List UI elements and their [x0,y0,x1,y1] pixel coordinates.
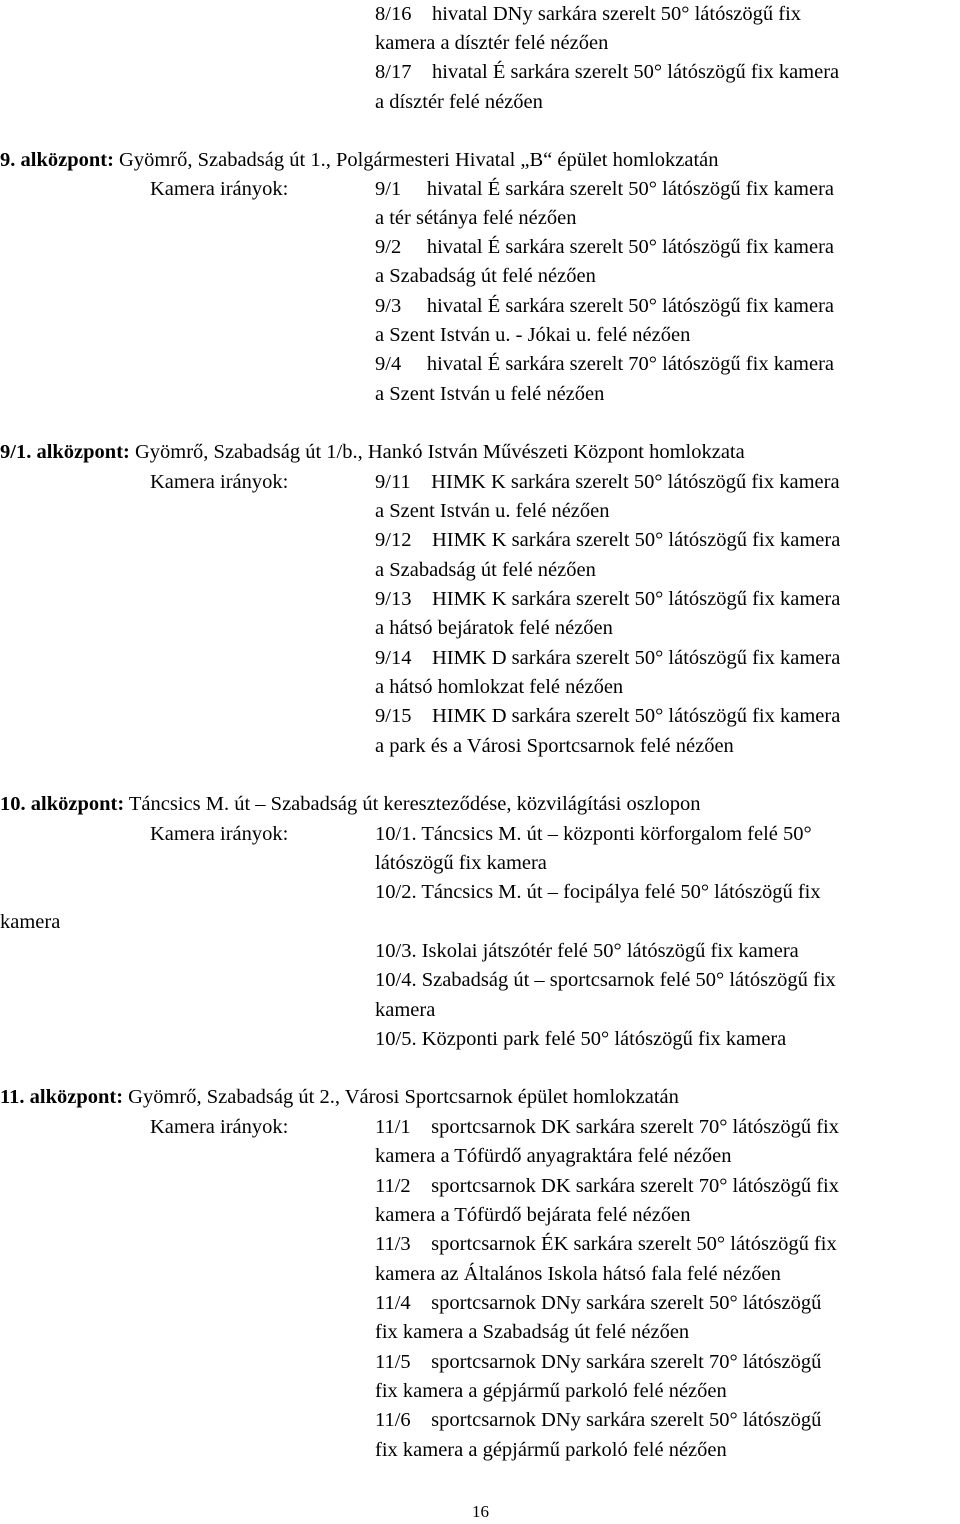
entry-10-4 [375,966,836,995]
entry-11-5-cont [375,1377,727,1406]
entry-9-14 [375,644,840,673]
entry-8-17 [375,58,839,87]
entry-9-15 [375,702,840,731]
entry-11-6 [375,1406,821,1435]
entry-10-1-cont [375,849,547,878]
entry-10-5 [375,1025,786,1054]
section-11-label [150,1113,288,1142]
entry-11-2-cont-text: kamera a Tófürdő bejárata felé nézően [375,1204,691,1226]
entry-9-14-cont [375,673,623,702]
entry-10-2-cont [0,908,60,937]
section-9-label-text: Kamera irányok: [150,178,289,200]
section-11-heading-text: Gyömrő, Szabadság út 2., Városi Sportcsarnok épület homlokzatán [123,1086,679,1108]
entry-11-6-cont-text: fix kamera a gépjármű parkoló felé nézően [375,1439,727,1461]
entry-10-1-text: 10/1. Táncsics M. út – központi körforgalom felé 50° [375,823,812,845]
entry-9-12-cont-text: a Szabadság út felé nézően [375,559,596,581]
page-number: 16 [472,1502,489,1521]
entry-10-1 [375,820,812,849]
entry-9-12-text: 9/12 HIMK K sarkára szerelt 50° látószögű fix kamera [375,529,841,551]
entry-9-13-cont-text: a hátsó bejáratok felé nézően [375,617,613,639]
entry-9-12-cont [375,556,596,585]
entry-9-2 [375,233,834,262]
entry-10-2-text: 10/2. Táncsics M. út – focipálya felé 50° látószögű fix [375,881,821,903]
section-9-heading-text: Gyömrő, Szabadság út 1., Polgármesteri Hivatal „B“ épület homlokzatán [113,149,719,171]
entry-9-4-text: 9/4 hivatal É sarkára szerelt 70° látószögű fix kamera [375,353,835,375]
section-9-label [150,175,288,204]
entry-10-5-text: 10/5. Központi park felé 50° látószögű fix kamera [375,1028,787,1050]
entry-10-4-cont-text: kamera [375,999,436,1021]
entry-9-1 [375,175,834,204]
entry-9-1-cont [375,204,576,233]
section-10-label [150,820,288,849]
entry-9-15-text: 9/15 HIMK D sarkára szerelt 50° látószögű fix kamera [375,705,841,727]
section-10-heading-bold: 10. alközpont: [0,793,125,815]
entry-9-4-cont-text: a Szent István u felé nézően [375,383,605,405]
entry-9-2-cont [375,262,596,291]
entry-9-2-text: 9/2 hivatal É sarkára szerelt 50° látószögű fix kamera [375,236,835,258]
entry-9-3-cont-text: a Szent István u. - Jókai u. felé nézően [375,324,691,346]
entry-11-4-cont-text: fix kamera a Szabadság út felé nézően [375,1321,690,1343]
entry-11-3-cont [375,1260,781,1289]
entry-9-14-cont-text: a hátsó homlokzat felé nézően [375,676,624,698]
entry-9-4-cont [375,380,604,409]
section-9-heading [0,146,719,175]
entry-11-1 [375,1113,839,1142]
section-10-heading-text: Táncsics M. út – Szabadság út kereszteződése, közvilágítási oszlopon [124,793,701,815]
section-11-heading-bold: 11. alközpont: [0,1086,124,1108]
entry-11-3-cont-text: kamera az Általános Iskola hátsó fala felé nézően [375,1263,781,1285]
entry-11-1-text: 11/1 sportcsarnok DK sarkára szerelt 70° látószögű fix [375,1116,840,1138]
section-11-heading [0,1083,679,1112]
entry-8-17-text: 8/17 hivatal É sarkára szerelt 50° látószögű fix kamera [375,61,840,83]
entry-10-3 [375,937,799,966]
entry-11-4-text: 11/4 sportcsarnok DNy sarkára szerelt 50° látószögű [375,1292,822,1314]
entry-8-16 [375,0,801,29]
entry-9-14-text: 9/14 HIMK D sarkára szerelt 50° látószögű fix kamera [375,647,841,669]
entry-10-3-text: 10/3. Iskolai játszótér felé 50° látószögű fix kamera [375,940,799,962]
entry-9-4 [375,350,834,379]
entry-11-3-text: 11/3 sportcsarnok ÉK sarkára szerelt 50° látószögű fix [375,1233,837,1255]
entry-9-11-text: 9/11 HIMK K sarkára szerelt 50° látószögű fix kamera [375,471,840,493]
entry-11-2 [375,1172,839,1201]
entry-10-1-cont-text: látószögű fix kamera [375,852,547,874]
section-9-1-heading-bold: 9/1. alközpont: [0,441,130,463]
entry-11-6-cont [375,1436,727,1465]
entry-11-3 [375,1230,837,1259]
entry-10-2 [375,878,821,907]
entry-9-3-cont [375,321,690,350]
entry-8-16-text: 8/16 hivatal DNy sarkára szerelt 50° látószögű fix [375,3,802,25]
entry-11-5-cont-text: fix kamera a gépjármű parkoló felé nézően [375,1380,727,1402]
entry-9-15-cont [375,732,734,761]
entry-9-1-text: 9/1 hivatal É sarkára szerelt 50° látószögű fix kamera [375,178,835,200]
section-9-1-label-text: Kamera irányok: [150,471,289,493]
entry-11-6-text: 11/6 sportcsarnok DNy sarkára szerelt 50° látószögű [375,1409,822,1431]
section-9-1-heading [0,438,745,467]
entry-11-4 [375,1289,821,1318]
entry-11-2-text: 11/2 sportcsarnok DK sarkára szerelt 70° látószögű fix [375,1175,840,1197]
entry-10-4-cont [375,996,435,1025]
entry-9-3 [375,292,834,321]
entry-11-5-text: 11/5 sportcsarnok DNy sarkára szerelt 70° látószögű [375,1351,822,1373]
entry-9-13-text: 9/13 HIMK K sarkára szerelt 50° látószögű fix kamera [375,588,841,610]
entry-9-11-cont-text: a Szent István u. felé nézően [375,500,610,522]
entry-11-2-cont [375,1201,690,1230]
entry-9-13-cont [375,614,613,643]
entry-10-4-text: 10/4. Szabadság út – sportcsarnok felé 50° látószögű fix [375,969,836,991]
entry-9-15-cont-text: a park és a Városi Sportcsarnok felé nézően [375,735,734,757]
section-9-1-label [150,468,288,497]
entry-9-11 [375,468,840,497]
entry-8-16-cont [375,29,608,58]
entry-11-1-cont [375,1142,731,1171]
entry-8-16-cont-text: kamera a dísztér felé nézően [375,32,609,54]
entry-11-1-cont-text: kamera a Tófürdő anyagraktára felé nézően [375,1145,732,1167]
entry-9-12 [375,526,840,555]
entry-8-17-cont [375,88,543,117]
section-9-1-heading-text: Gyömrő, Szabadság út 1/b., Hankó István Művészeti Központ homlokzata [129,441,745,463]
entry-9-1-cont-text: a tér sétánya felé nézően [375,207,577,229]
entry-9-13 [375,585,840,614]
section-9-heading-bold: 9. alközpont: [0,149,114,171]
entry-10-2-cont-text: kamera [0,911,61,933]
section-10-label-text: Kamera irányok: [150,823,289,845]
section-10-heading [0,790,700,819]
entry-8-17-cont-text: a dísztér felé nézően [375,91,543,113]
section-11-label-text: Kamera irányok: [150,1116,289,1138]
entry-9-2-cont-text: a Szabadság út felé nézően [375,265,596,287]
entry-11-5 [375,1348,821,1377]
entry-11-4-cont [375,1318,689,1347]
entry-9-11-cont [375,497,610,526]
entry-9-3-text: 9/3 hivatal É sarkára szerelt 50° látószögű fix kamera [375,295,835,317]
